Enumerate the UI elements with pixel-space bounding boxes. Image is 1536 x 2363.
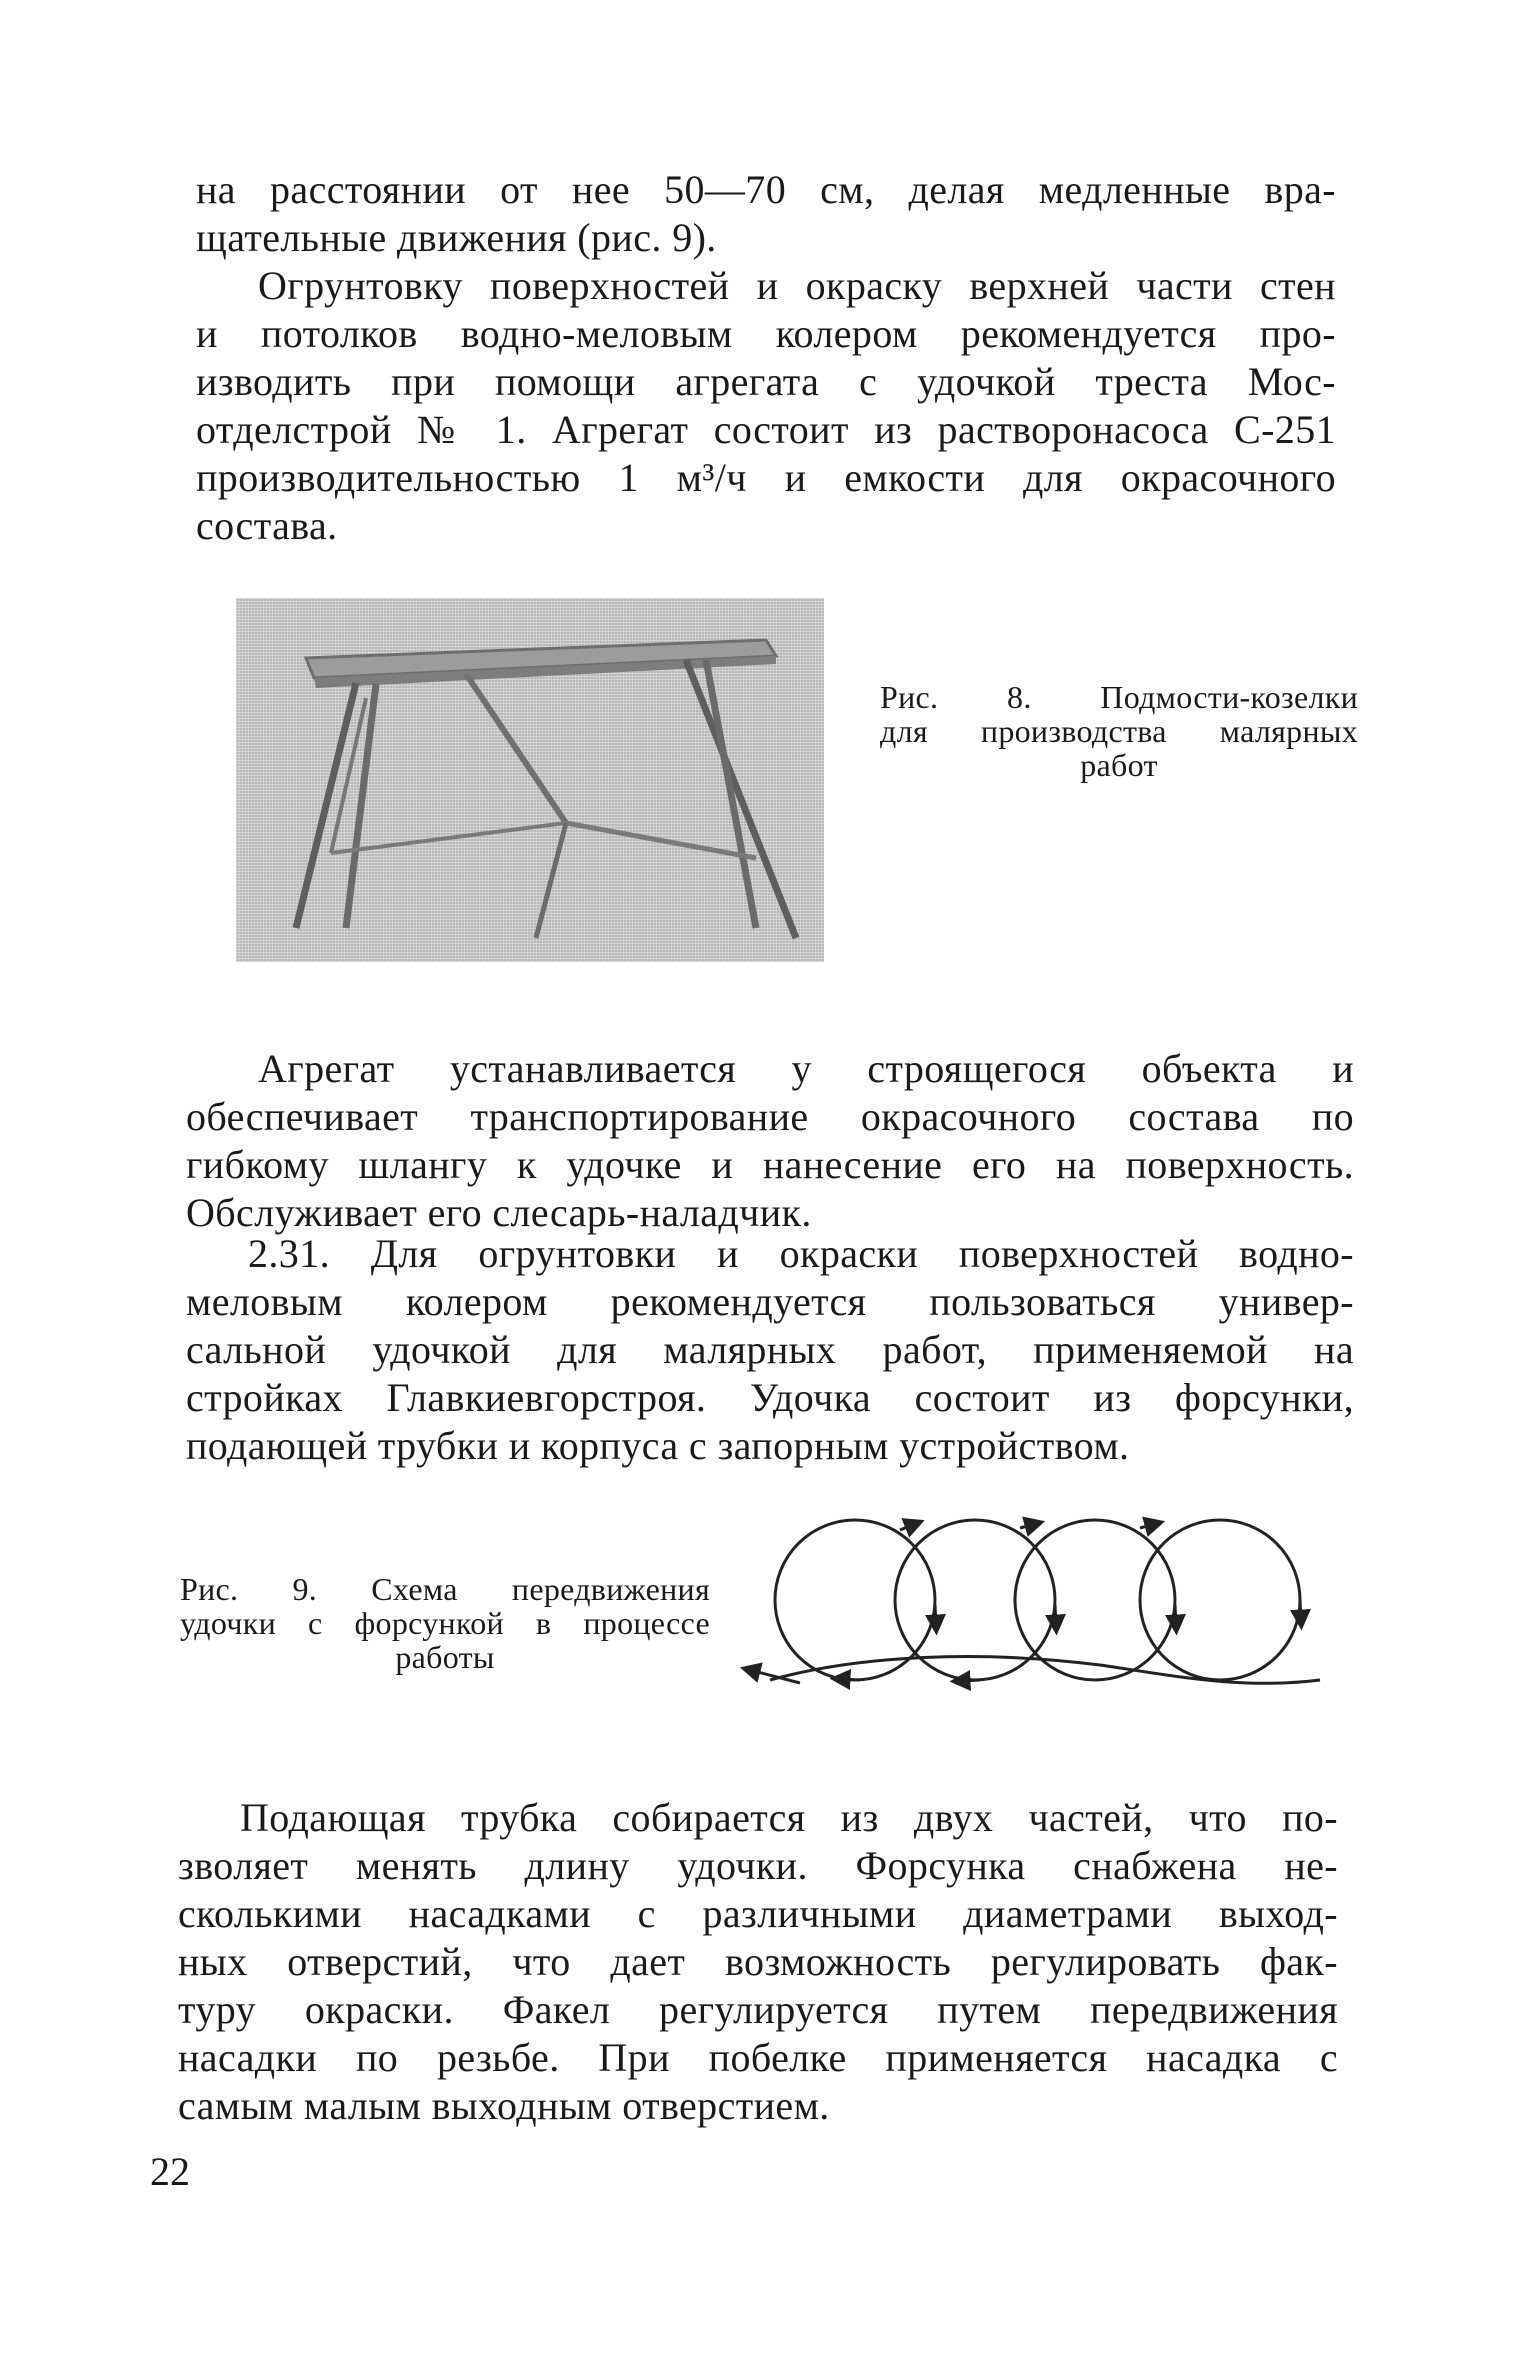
text-line: щательные движения (рис. 9).	[196, 215, 717, 260]
text-line: зволяет менять длину удочки. Форсунка снабжена не-	[178, 1843, 1338, 1888]
paragraph-aggregate-setup	[186, 1045, 1354, 1237]
text-line: Огрунтовку поверхностей и окраску верхней части стен	[258, 263, 1336, 308]
spiral-loops-illustration	[740, 1480, 1340, 1730]
text-line: меловым колером рекомендуется пользоваться универ-	[186, 1279, 1354, 1324]
text-line: туру окраски. Факел регулируется путем передвижения	[178, 1987, 1338, 2032]
paragraph-section-2-31	[186, 1230, 1354, 1470]
figure-8-caption	[880, 680, 1358, 782]
text-line: сколькими насадками с различными диаметрами выход-	[178, 1891, 1338, 1936]
text-line: стройках Главкиевгорстроя. Удочка состоит из форсунки,	[186, 1375, 1354, 1420]
text-line: Агрегат устанавливается у строящегося объекта и	[258, 1046, 1354, 1091]
figure-9-movement-diagram	[740, 1480, 1340, 1735]
page-number: 22	[150, 2149, 190, 2194]
text-line: самым малым выходным отверстием.	[178, 2083, 830, 2128]
text-line: ных отверстий, что дает возможность регулировать фак-	[178, 1939, 1338, 1984]
caption-line: работ	[1080, 747, 1158, 783]
text-line: производительностью 1 м³/ч и емкости для окрасочного	[196, 455, 1336, 500]
scaffold-trestle-illustration	[236, 598, 824, 962]
text-line: обеспечивает транспортирование окрасочного состава по	[186, 1094, 1354, 1139]
text-line: гибкому шлангу к удочке и нанесение его на поверхность.	[186, 1142, 1354, 1187]
text-line: отделстрой № 1. Агрегат состоит из растворонасоса С-251	[196, 407, 1336, 452]
text-line: состава.	[196, 503, 338, 548]
paragraph-feed-tube	[178, 1794, 1338, 2130]
text-line: подающей трубки и корпуса с запорным устройством.	[186, 1423, 1130, 1468]
figure-9-caption	[180, 1572, 710, 1674]
caption-line: Рис. 8. Подмости-козелки	[880, 679, 1358, 715]
paragraph-primer-painting	[196, 262, 1336, 550]
figure-8-scaffold-photo	[236, 598, 824, 962]
text-line: Подающая трубка собирается из двух частей, что по-	[240, 1795, 1338, 1840]
caption-line: для производства малярных	[880, 713, 1358, 749]
text-line: на расстоянии от нее 50—70 см, делая медленные вра-	[196, 167, 1336, 212]
paragraph-continuation	[196, 166, 1336, 262]
caption-line: Рис. 9. Схема передвижения	[180, 1571, 710, 1607]
caption-line: удочки с форсункой в процессе	[180, 1605, 710, 1641]
text-line: Обслуживает его слесарь-наладчик.	[186, 1190, 812, 1235]
text-line: сальной удочкой для малярных работ, применяемой на	[186, 1327, 1354, 1372]
text-line: и потолков водно-меловым колером рекомендуется про-	[196, 311, 1336, 356]
text-line: насадки по резьбе. При побелке применяется насадка с	[178, 2035, 1338, 2080]
text-line: изводить при помощи агрегата с удочкой треста Мос-	[196, 359, 1336, 404]
text-line: 2.31. Для огрунтовки и окраски поверхностей водно-	[248, 1231, 1354, 1276]
caption-line: работы	[395, 1639, 495, 1675]
